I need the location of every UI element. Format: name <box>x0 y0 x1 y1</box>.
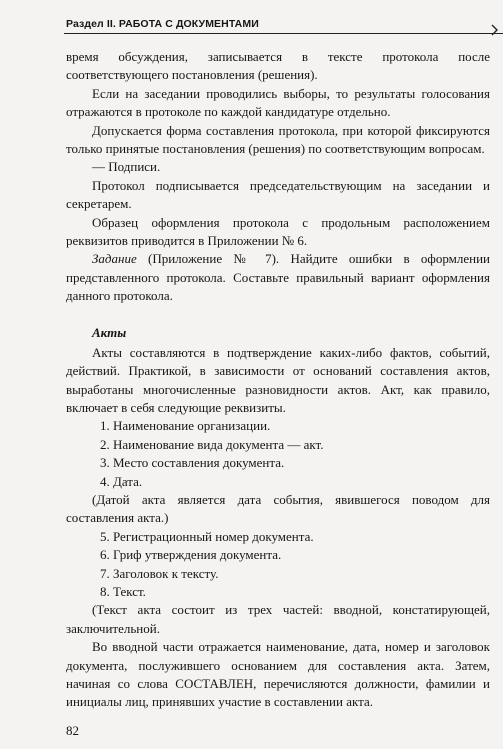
task-label: Задание <box>92 251 137 267</box>
header-rule <box>64 33 503 34</box>
paragraph-sample: Образец оформления протокола с продольным расположением реквизитов приводится в Приложении № 6. <box>66 214 490 249</box>
corner-tick-mark <box>491 24 499 36</box>
list-item: 4. Дата. <box>100 473 143 489</box>
list-item: 5. Регистрационный номер документа. <box>100 528 314 544</box>
page-content <box>66 48 490 712</box>
paragraph-text-note: (Текст акта состоит из трех частей: вводной, констатирующей, заключительной. <box>66 602 490 636</box>
list-item: 7. Заголовок к тексту. <box>100 565 219 581</box>
page-number: 82 <box>66 723 79 738</box>
running-header: Раздел II. РАБОТА С ДОКУМЕНТАМИ <box>66 18 259 30</box>
list-item: 3. Место составления документа. <box>100 455 285 471</box>
paragraph-form: Допускается форма составления протокола, при которой фиксируются только принятые постановления (решения) по соответствующим вопросам. <box>66 122 490 157</box>
section-title-acts: Акты <box>92 324 127 340</box>
list-item: 2. Наименование вида документа — акт. <box>100 436 324 452</box>
paragraph-signed-by: Протокол подписывается председательствующим на заседании и секретарем. <box>66 177 490 212</box>
task-text: (Приложение № 7). Найдите ошибки в оформлении представленного протокола. Составьте правильный вариант оформления данного протокола. <box>66 251 490 304</box>
paragraph-task <box>66 250 490 305</box>
paragraph-intro-part: Во вводной части отражается наименование, дата, номер и заголовок документа, послужившего основанием для составления акта. Затем, начиная со слова СОСТАВЛЕН, перечисляются должности, фамилии и инициалы лиц, принявших участие в составлении акта. <box>66 639 490 710</box>
paragraph-elections: Если на заседании проводились выборы, то результаты голосования отражаются в протоколе по каждой кандидатуре отдельно. <box>66 85 490 120</box>
paragraph-date-note: (Датой акта является дата события, явившегося поводом для составления акта.) <box>66 491 490 526</box>
list-item: 1. Наименование организации. <box>100 418 271 434</box>
list-item: 8. Текст. <box>100 583 146 599</box>
paragraph-acts-intro: Акты составляются в подтверждение каких-либо фактов, событий, действий. Практикой, в зависимости от оснований составления актов, выработаны многочисленные разновидности актов. Акт, как правило, включает в себя следующие реквизиты. <box>66 344 490 415</box>
list-item: 6. Гриф утверждения документа. <box>100 547 282 563</box>
paragraph-continuation: время обсуждения, записывается в тексте протокола после соответствующего постановления (решения). <box>66 49 490 83</box>
paragraph-signatures: — Подписи. <box>92 159 161 175</box>
